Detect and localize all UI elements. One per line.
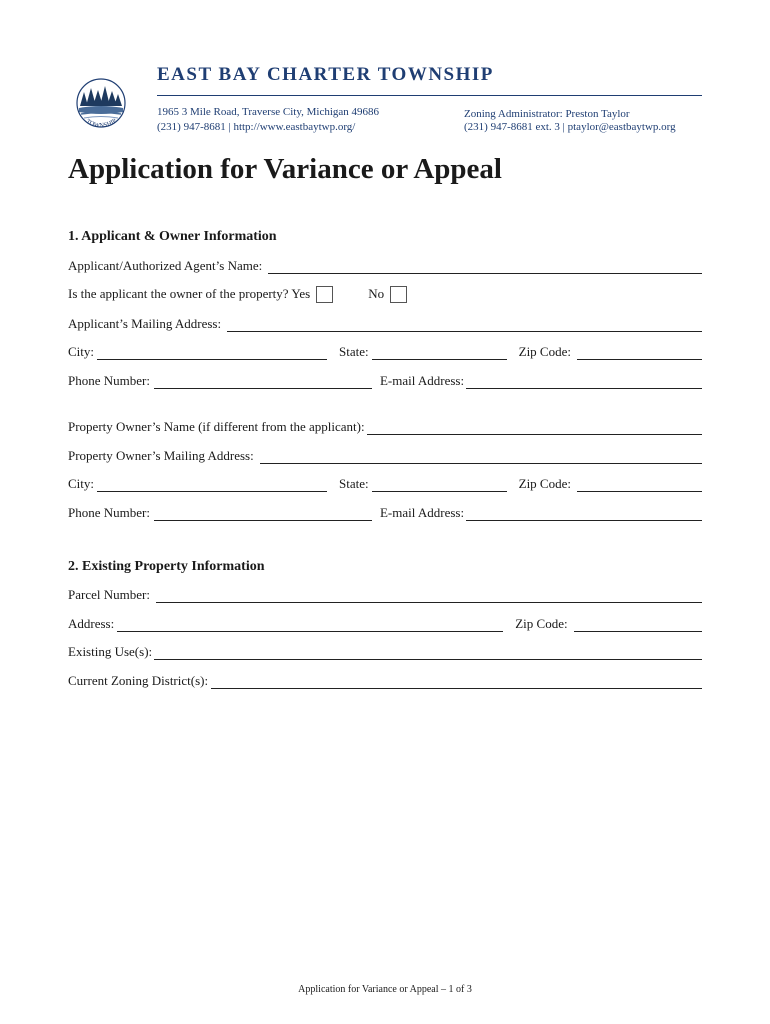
zip-label: Zip Code: <box>518 344 571 359</box>
owner-name-row <box>68 417 702 435</box>
owner-mailing-label: Property Owner’s Mailing Address: <box>68 448 254 463</box>
existing-use-row <box>68 642 702 660</box>
zoning-district-row <box>68 671 702 689</box>
owner-email-field[interactable] <box>466 508 702 521</box>
contact-line: (231) 947-8681 | http://www.eastbaytwp.org/ <box>157 121 356 133</box>
owner-city-field[interactable] <box>97 479 327 492</box>
owner-phone-email-row <box>68 503 702 521</box>
existing-use-label: Existing Use(s): <box>68 644 153 659</box>
owner-phone-label: Phone Number: <box>68 505 150 520</box>
header-rule <box>157 95 702 96</box>
section-heading-applicant: 1. Applicant & Owner Information <box>68 229 277 244</box>
mailing-address-row <box>68 314 702 332</box>
org-name: EAST BAY CHARTER TOWNSHIP <box>157 64 494 85</box>
state-field[interactable] <box>372 347 507 360</box>
email-label: E-mail Address: <box>379 373 465 388</box>
city-label: City: <box>68 344 95 359</box>
mailing-address-field[interactable] <box>227 319 702 332</box>
zoning-district-label: Current Zoning District(s): <box>68 673 209 688</box>
phone-label: Phone Number: <box>68 373 150 388</box>
owner-zip-label: Zip Code: <box>518 476 571 491</box>
zoning-admin-line: Zoning Administrator: Preston Taylor <box>464 108 630 120</box>
owner-no-checkbox[interactable] <box>390 286 407 303</box>
owner-question-label: Is the applicant the owner of the property? Yes <box>68 286 311 301</box>
property-address-label: Address: <box>68 616 115 631</box>
property-address-row <box>68 614 702 632</box>
owner-state-label: State: <box>339 476 369 491</box>
logo-text-top <box>66 66 129 68</box>
owner-email-label: E-mail Address: <box>379 505 465 520</box>
applicant-name-label: Applicant/Authorized Agent’s Name: <box>68 258 263 273</box>
owner-mailing-row <box>68 446 702 464</box>
logo-text-bottom: TOWNSHIP <box>84 117 119 130</box>
township-logo <box>66 66 136 136</box>
state-label: State: <box>339 344 369 359</box>
owner-zip-field[interactable] <box>577 479 702 492</box>
city-field[interactable] <box>97 347 327 360</box>
phone-field[interactable] <box>154 376 372 389</box>
applicant-name-row <box>68 256 702 274</box>
page-footer: Application for Variance or Appeal – 1 of 3 <box>298 984 472 995</box>
owner-question-row <box>68 285 702 303</box>
zip-field[interactable] <box>577 347 702 360</box>
owner-mailing-field[interactable] <box>260 451 702 464</box>
address-line: 1965 3 Mile Road, Traverse City, Michigan 49686 <box>157 106 380 118</box>
phone-email-row <box>68 371 702 389</box>
mailing-address-label: Applicant’s Mailing Address: <box>68 316 222 331</box>
property-zip-label: Zip Code: <box>515 616 568 631</box>
section-heading-property: 2. Existing Property Information <box>68 559 265 574</box>
owner-state-field[interactable] <box>372 479 507 492</box>
owner-yes-checkbox[interactable] <box>316 286 333 303</box>
zoning-district-field[interactable] <box>211 676 702 689</box>
parcel-field[interactable] <box>156 590 702 603</box>
parcel-label: Parcel Number: <box>68 587 150 602</box>
city-state-zip-row <box>68 342 702 360</box>
page-title: Application for Variance or Appeal <box>68 153 502 185</box>
owner-city-label: City: <box>68 476 95 491</box>
property-address-field[interactable] <box>117 619 503 632</box>
owner-name-field[interactable] <box>367 422 702 435</box>
parcel-row <box>68 585 702 603</box>
owner-city-state-zip-row <box>68 474 702 492</box>
email-field[interactable] <box>466 376 702 389</box>
zoning-admin-contact: (231) 947-8681 ext. 3 | ptaylor@eastbaytwp.org <box>464 121 676 133</box>
applicant-name-field[interactable] <box>268 261 702 274</box>
owner-name-label: Property Owner’s Name (if different from the applicant): <box>68 419 365 434</box>
existing-use-field[interactable] <box>154 647 702 660</box>
owner-no-label: No <box>368 286 385 301</box>
property-zip-field[interactable] <box>574 619 702 632</box>
owner-phone-field[interactable] <box>154 508 372 521</box>
